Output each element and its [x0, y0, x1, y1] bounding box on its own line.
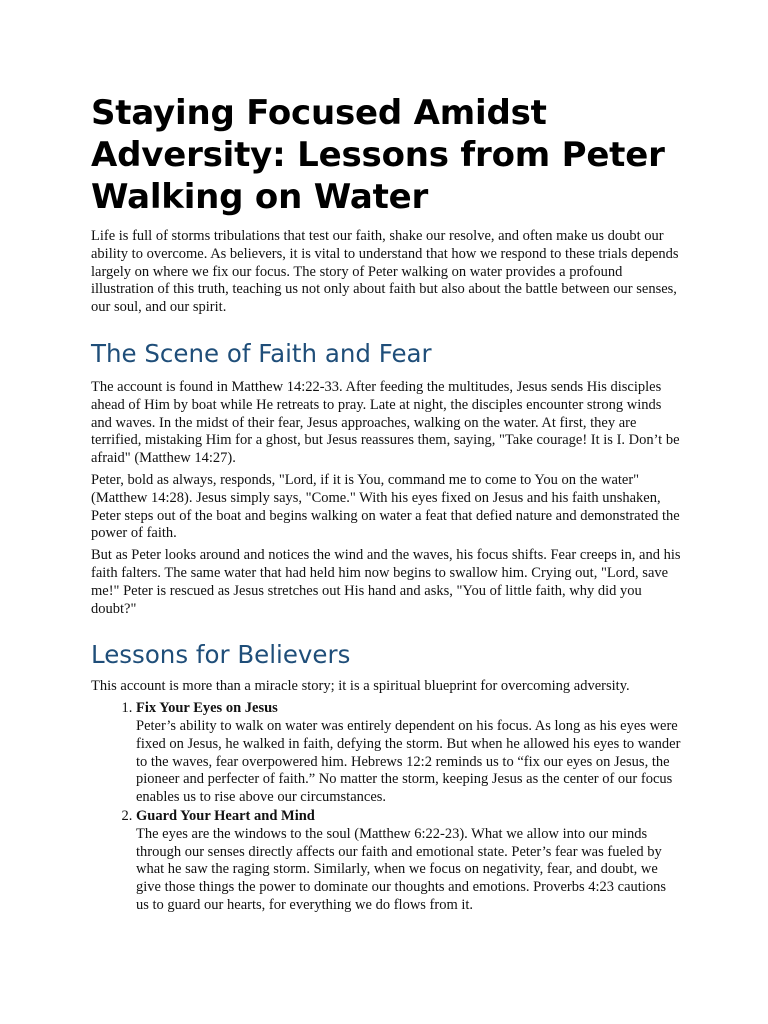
list-item-title: 2. Guard Your Heart and Mind	[136, 807, 315, 824]
lessons-intro: This account is more than a miracle story; it is a spiritual blueprint for overcoming adversity.	[91, 678, 630, 695]
scene-paragraph-3: But as Peter looks around and notices the wind and the waves, his focus shifts. Fear creeps in, and his faith falters. The same water that had held him now begins to swallow him. Crying out, "Lord, save me!" Peter is rescued as Jesus stretches out His hand and asks, "You of little faith, why did you doubt?"	[91, 547, 681, 617]
lessons-list	[91, 700, 681, 915]
document-title: Staying Focused Amidst Adversity: Lessons from Peter Walking on Water	[91, 93, 665, 217]
scene-paragraph-1: The account is found in Matthew 14:22-33. After feeding the multitudes, Jesus sends His disciples ahead of Him by boat while He retreats to pray. Late at night, the disciples encounter strong winds and waves. In the midst of their fear, Jesus approaches, walking on the water. At first, they are terrified, mistaking Him for a ghost, but Jesus reassures them, saying, "Take courage! It is I. Don’t be afraid" (Matthew 14:27).	[91, 378, 680, 467]
list-item	[136, 808, 681, 915]
list-item-body: Peter’s ability to walk on water was entirely dependent on his focus. As long as his eyes were fixed on Jesus, he walked in faith, defying the storm. But when he allowed his eyes to wander to the waves, fear overpowered him. Hebrews 12:2 reminds us to “fix our eyes on Jesus, the pioneer and perfecter of faith.” No matter the storm, keeping Jesus as the center of our focus enables us to rise above our circumstances.	[136, 717, 681, 806]
intro-paragraph: Life is full of storms tribulations that test our faith, shake our resolve, and often make us doubt our ability to overcome. As believers, it is vital to understand that how we respond to these trials depends largely on where we fix our focus. The story of Peter walking on water provides a profound illustration of this truth, teaching us not only about faith but also about the battle between our senses, our soul, and our spirit.	[91, 228, 679, 316]
document-page	[91, 92, 681, 916]
section-heading-lessons: Lessons for Believers	[91, 640, 351, 670]
list-item-title: 1. Fix Your Eyes on Jesus	[136, 700, 278, 717]
list-item-body: The eyes are the windows to the soul (Matthew 6:22-23). What we allow into our minds through our senses directly affects our faith and emotional state. Peter’s fear was fueled by what he saw the raging storm. Similarly, when we focus on negativity, fear, and doubt, we give those things the power to dominate our thoughts and emotions. Proverbs 4:23 cautions us to guard our hearts, for everything we do flows from it.	[136, 825, 666, 913]
section-heading-scene: The Scene of Faith and Fear	[91, 338, 432, 368]
list-item	[136, 700, 681, 807]
scene-paragraph-2: Peter, bold as always, responds, "Lord, if it is You, command me to come to You on the water" (Matthew 14:28). Jesus simply says, "Come." With his eyes fixed on Jesus and his faith unshaken, Peter steps out of the boat and begins walking on water a feat that defied nature and demonstrated the power of faith.	[91, 471, 680, 542]
